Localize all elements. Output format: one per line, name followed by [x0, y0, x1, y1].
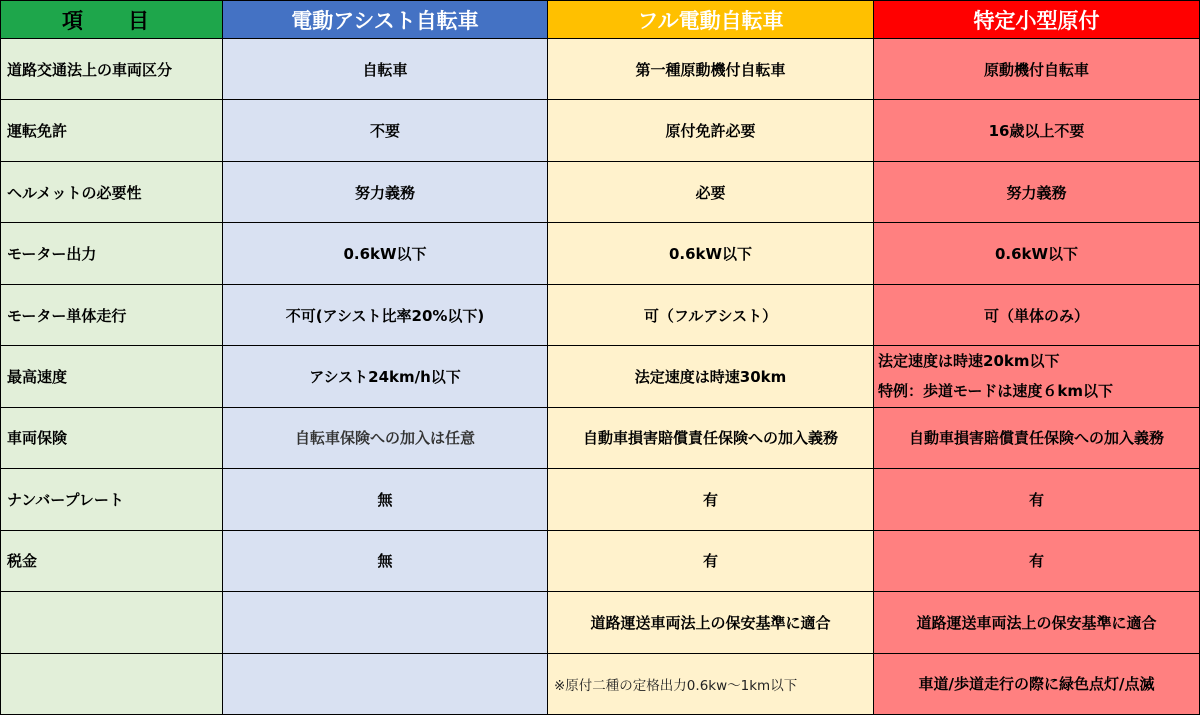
- cell-assist: 不要: [223, 100, 547, 160]
- header-full-electric-bicycle: フル電動自転車: [548, 1, 873, 38]
- table-row: [1, 654, 1199, 714]
- header-row: [1, 1, 1199, 38]
- cell-special: [874, 346, 1199, 406]
- cell-full: 可（フルアシスト）: [548, 285, 873, 345]
- cell-full: 法定速度は時速30km: [548, 346, 873, 406]
- cell-assist: 不可(アシスト比率20%以下): [223, 285, 547, 345]
- table-row: [1, 346, 1199, 406]
- header-assist-bicycle: 電動アシスト自転車: [223, 1, 547, 38]
- table-row: [1, 223, 1199, 283]
- cell-assist: アシスト24km/h以下: [223, 346, 547, 406]
- cell-special-line: 法定速度は時速20km以下: [878, 352, 1060, 371]
- row-label: 税金: [1, 531, 222, 591]
- table-row: [1, 39, 1199, 99]
- cell-full: 原付免許必要: [548, 100, 873, 160]
- table-row: [1, 100, 1199, 160]
- cell-assist: 自転車保険への加入は任意: [223, 408, 547, 468]
- table-row: [1, 469, 1199, 529]
- cell-assist: 無: [223, 531, 547, 591]
- table-row: [1, 531, 1199, 591]
- table-row: [1, 592, 1199, 652]
- table-row: [1, 162, 1199, 222]
- row-label: [1, 654, 222, 714]
- cell-special: 有: [874, 469, 1199, 529]
- cell-special: 可（単体のみ）: [874, 285, 1199, 345]
- cell-full: 自動車損害賠償責任保険への加入義務: [548, 408, 873, 468]
- row-label: 道路交通法上の車両区分: [1, 39, 222, 99]
- cell-special: 16歳以上不要: [874, 100, 1199, 160]
- cell-special: 車道/歩道走行の際に緑色点灯/点滅: [874, 654, 1199, 714]
- row-label: [1, 592, 222, 652]
- cell-full-note: ※原付二種の定格出力0.6kw〜1km以下: [548, 654, 873, 714]
- cell-full: 0.6kW以下: [548, 223, 873, 283]
- cell-special: 原動機付自転車: [874, 39, 1199, 99]
- header-specified-small-motorbike: 特定小型原付: [874, 1, 1199, 38]
- table-row: [1, 408, 1199, 468]
- cell-full: 第一種原動機付自転車: [548, 39, 873, 99]
- cell-assist: 無: [223, 469, 547, 529]
- header-item: 項 目: [1, 1, 222, 38]
- row-label: 車両保険: [1, 408, 222, 468]
- table-row: [1, 285, 1199, 345]
- cell-special: 努力義務: [874, 162, 1199, 222]
- row-label: モーター単体走行: [1, 285, 222, 345]
- cell-special: 0.6kW以下: [874, 223, 1199, 283]
- cell-assist: [223, 592, 547, 652]
- row-label: ナンバープレート: [1, 469, 222, 529]
- cell-special: 道路運送車両法上の保安基準に適合: [874, 592, 1199, 652]
- row-label: ヘルメットの必要性: [1, 162, 222, 222]
- cell-assist: 自転車: [223, 39, 547, 99]
- cell-full: 道路運送車両法上の保安基準に適合: [548, 592, 873, 652]
- cell-full: 有: [548, 469, 873, 529]
- cell-assist: 努力義務: [223, 162, 547, 222]
- cell-full: 必要: [548, 162, 873, 222]
- cell-full: 有: [548, 531, 873, 591]
- cell-special-line: 特例：歩道モードは速度６km以下: [878, 382, 1114, 401]
- row-label: 最高速度: [1, 346, 222, 406]
- row-label: 運転免許: [1, 100, 222, 160]
- cell-special: 有: [874, 531, 1199, 591]
- cell-assist: 0.6kW以下: [223, 223, 547, 283]
- cell-assist: [223, 654, 547, 714]
- row-label: モーター出力: [1, 223, 222, 283]
- cell-special: 自動車損害賠償責任保険への加入義務: [874, 408, 1199, 468]
